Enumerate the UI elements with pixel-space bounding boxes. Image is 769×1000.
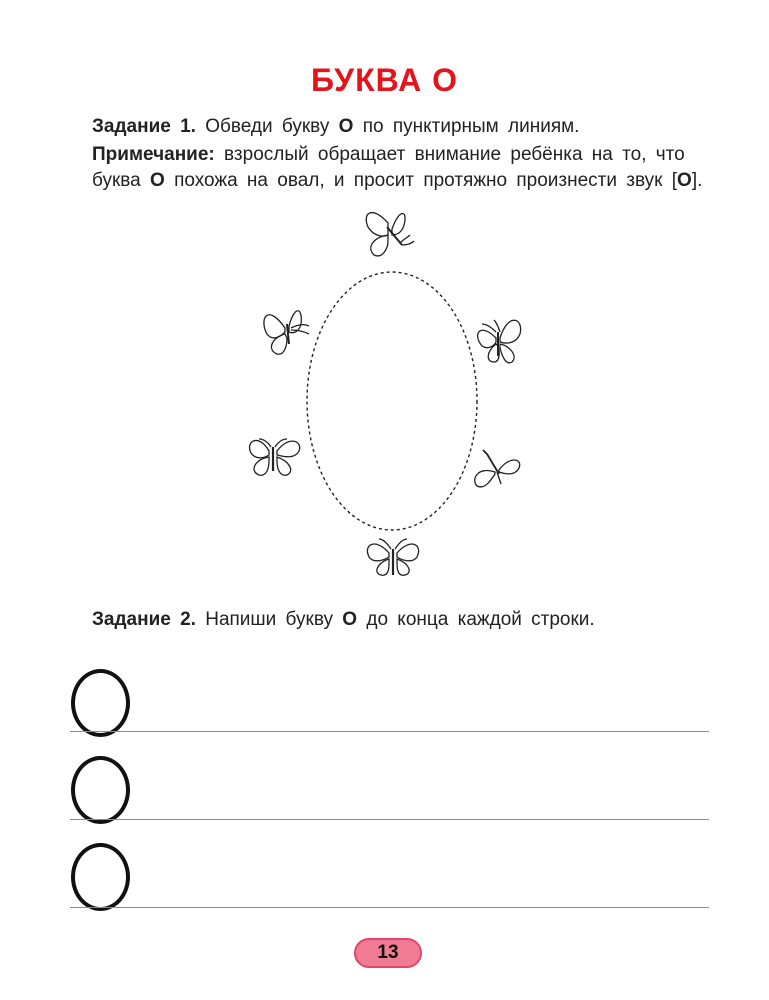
- task-2-text-after: до конца каждой строки.: [366, 609, 595, 630]
- dotted-oval: [307, 272, 477, 530]
- note-sound: О: [677, 170, 692, 191]
- writing-line[interactable]: [70, 731, 709, 732]
- page-number-badge: 13: [354, 938, 422, 968]
- butterfly-icon: [475, 450, 520, 487]
- sample-letter-o: [71, 669, 130, 737]
- note-letter: О: [150, 170, 165, 191]
- writing-line[interactable]: [70, 907, 709, 908]
- task-2-letter: О: [342, 609, 358, 630]
- sample-letter-o: [71, 843, 130, 911]
- task-1-label: Задание 1.: [92, 116, 196, 137]
- note-line2-mid: похожа на овал, и просит протяжно произнести звук [: [174, 170, 678, 191]
- task-1-text-before: Обведи букву: [205, 116, 330, 137]
- page-title: БУКВА О: [310, 62, 459, 98]
- note-label: Примечание:: [92, 144, 215, 165]
- butterfly-icon: [367, 539, 418, 575]
- task-1-text-after: по пунктирным линиям.: [362, 116, 580, 137]
- note-line2-start: буква: [92, 170, 141, 191]
- note-line2-end: ].: [691, 170, 703, 191]
- task-2-label: Задание 2.: [92, 609, 196, 630]
- writing-line[interactable]: [70, 819, 709, 820]
- task-1-letter: О: [338, 116, 354, 137]
- butterfly-icon: [478, 320, 521, 363]
- sample-letter-o: [71, 756, 130, 824]
- butterfly-icon: [250, 439, 300, 475]
- butterfly-icon: [264, 311, 309, 354]
- note-line1-text: взрослый обращает внимание ребёнка на то, что: [224, 144, 685, 165]
- butterfly-icon: [366, 213, 414, 256]
- task-2: [92, 605, 704, 635]
- task-2-text-before: Напиши букву: [205, 609, 334, 630]
